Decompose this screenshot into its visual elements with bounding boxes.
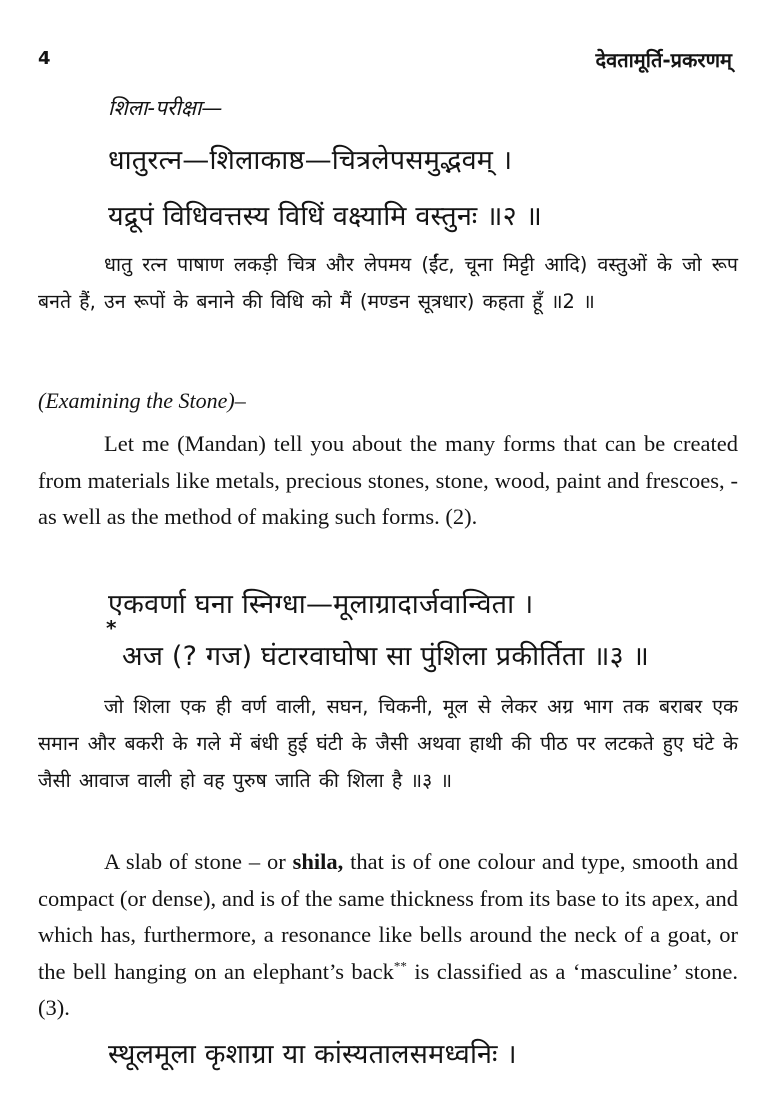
english-translation-3 <box>38 844 738 1027</box>
verse-3-line-1: एकवर्णा घना स्निग्धा—मूलाग्रादार्जवान्विता । <box>108 589 534 620</box>
hindi-translation-3-text: जो शिला एक ही वर्ण वाली, सघन, चिकनी, मूल से लेकर अग्र भाग तक बराबर एक समान और बकरी के गले में बंधी हुई घंटी के जैसी अथवा हाथी की पीठ पर लटकते हुए घंटे के जैसी आवाज वाली हो वह पुरुष जाति की शिला है ॥३ ॥ <box>38 695 738 792</box>
running-title: देवतामूर्ति-प्रकरणम् <box>595 48 732 72</box>
english-translation-2-text: Let me (Mandan) tell you about the many forms that can be created from materials like metals, precious stones, stone, wood, paint and frescoes, - as well as the method of making such forms. (2). <box>38 431 738 529</box>
footnote-marker: * <box>106 616 117 640</box>
verse-4-line-1: स्थूलमूला कृशाग्रा या कांस्यतालसमध्वनिः । <box>108 1039 517 1070</box>
hindi-translation-3 <box>38 688 738 799</box>
verse-3-line-2: अज (? गज) घंटारवाघोषा सा पुंशिला प्रकीर्तिता ॥३ ॥ <box>122 641 649 672</box>
verse-2-line-1: धातुरत्न—शिलाकाष्ठ—चित्रलेपसमुद्भवम् । <box>108 145 513 176</box>
english-translation-3-part-3: is classified as a ‘masculine’ stone. (3). <box>38 958 738 1020</box>
section-heading-hindi: शिला-परीक्षा— <box>108 96 223 120</box>
footnote-reference: ** <box>393 958 407 973</box>
hindi-translation-2 <box>38 246 738 320</box>
verse-2-line-2: यद्रूपं विधिवत्तस्य विधिं वक्ष्यामि वस्तुनः ॥२ ॥ <box>108 201 543 232</box>
english-section-heading: (Examining the Stone)– <box>38 388 246 413</box>
shila-term: shila, <box>292 849 344 874</box>
page-number: 4 <box>38 48 51 69</box>
hindi-translation-2-text: धातु रत्न पाषाण लकड़ी चित्र और लेपमय (ईंट, चूना मिट्टी आदि) वस्तुओं के जो रूप बनते हैं, उन रूपों के बनाने की विधि को मैं (मण्डन सूत्रधार) कहता हूँ ॥2 ॥ <box>38 253 738 313</box>
english-translation-2 <box>38 426 738 536</box>
english-translation-3-part-1: A slab of stone – or <box>104 849 293 874</box>
english-translation-3-part-2: that is of one colour and type, smooth and compact (or dense), and is of the same thickness from its base to its apex, and which has, furthermore, a resonance like bells around the neck of a goat, or the bell hanging on an elephant’s back <box>38 849 738 984</box>
